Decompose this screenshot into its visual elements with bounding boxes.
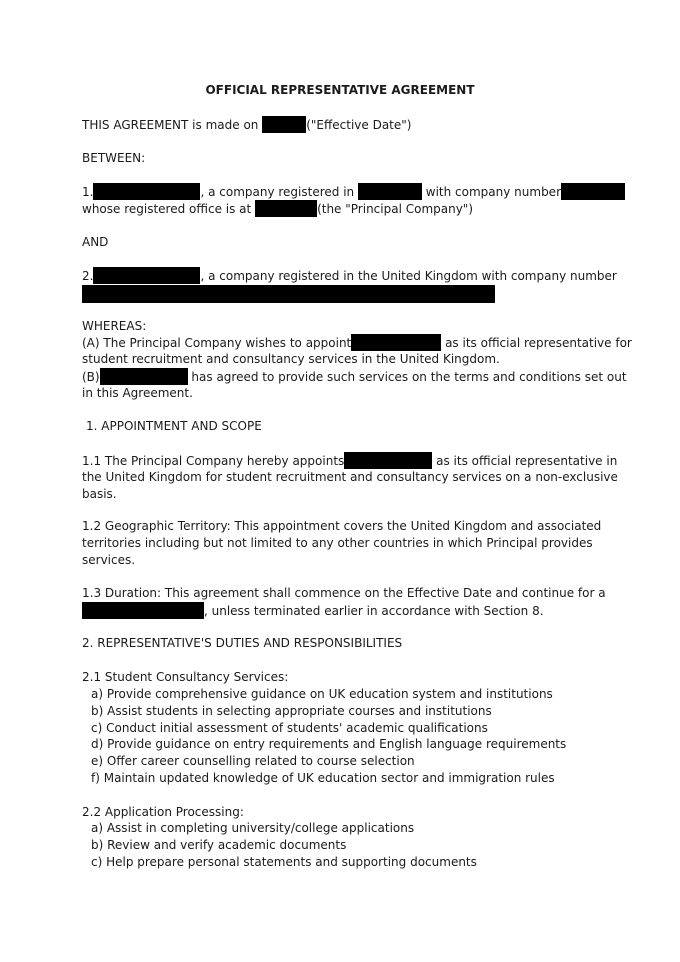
clause-1-1-line2: the United Kingdom for student recruitment and consultancy services on a non-exclusive xyxy=(82,470,618,484)
clause-1-2-line2: territories including but not limited to any other countries in which Principal provides xyxy=(82,536,593,550)
redaction-box xyxy=(561,183,625,200)
redaction-box xyxy=(82,602,204,619)
party2-line1 xyxy=(82,267,617,284)
redaction-box xyxy=(93,267,200,284)
redaction-box xyxy=(255,200,317,217)
clause-1-3-line1: 1.3 Duration: This agreement shall commence on the Effective Date and continue for a xyxy=(82,586,606,600)
whereas-heading: WHEREAS: xyxy=(82,319,147,333)
redaction-box xyxy=(262,116,306,133)
party1-text3: whose registered office is at xyxy=(82,202,256,216)
list-item: a) Assist in completing university/college applications xyxy=(91,821,415,835)
redaction-box xyxy=(82,285,495,303)
list-item: c) Help prepare personal statements and supporting documents xyxy=(91,855,477,869)
clause-1-2-line1: 1.2 Geographic Territory: This appointment covers the United Kingdom and associated xyxy=(82,519,602,533)
list-item: f) Maintain updated knowledge of UK education sector and immigration rules xyxy=(91,771,555,785)
whereas-b-line1 xyxy=(82,368,627,385)
whereas-b-line2: in this Agreement. xyxy=(82,386,193,400)
clause-1-3-line2 xyxy=(82,602,544,619)
list-item: b) Assist students in selecting appropriate courses and institutions xyxy=(91,704,492,718)
party1-text4: (the "Principal Company") xyxy=(317,202,474,216)
clause-1-1-text1: 1.1 The Principal Company hereby appoints xyxy=(82,454,345,468)
redaction-box xyxy=(358,183,422,200)
and-label: AND xyxy=(82,235,109,249)
whereas-a-line2: student recruitment and consultancy services in the United Kingdom. xyxy=(82,352,500,366)
intro-prefix: THIS AGREEMENT is made on xyxy=(82,118,263,132)
party2-text1: , a company registered in the United Kingdom with company number xyxy=(200,269,617,283)
clause-2-1-heading: 2.1 Student Consultancy Services: xyxy=(82,670,289,684)
clause-1-2-line3: services. xyxy=(82,553,136,567)
whereas-a-text1: (A) The Principal Company wishes to appoint xyxy=(82,336,352,350)
intro-suffix: ("Effective Date") xyxy=(306,118,412,132)
party1-line1 xyxy=(82,183,625,200)
clause-1-3-text2: , unless terminated earlier in accordance with Section 8. xyxy=(204,604,544,618)
list-item: e) Offer career counselling related to course selection xyxy=(91,754,415,768)
party1-text1: , a company registered in xyxy=(200,185,358,199)
intro-line xyxy=(82,116,411,133)
whereas-b-text1: (B) xyxy=(82,370,100,384)
party1-number: 1. xyxy=(82,185,94,199)
list-item: b) Review and verify academic documents xyxy=(91,838,347,852)
between-label: BETWEEN: xyxy=(82,151,146,165)
whereas-a-line1 xyxy=(82,334,632,351)
clause-2-2-heading: 2.2 Application Processing: xyxy=(82,805,244,819)
clause-1-1-line3: basis. xyxy=(82,487,117,501)
party1-line2 xyxy=(82,200,473,217)
whereas-a-text2: as its official representative for xyxy=(441,336,632,350)
document-title: OFFICIAL REPRESENTATIVE AGREEMENT xyxy=(205,83,475,97)
party2-number: 2. xyxy=(82,269,94,283)
redaction-box xyxy=(93,183,200,200)
section1-heading: 1. APPOINTMENT AND SCOPE xyxy=(86,419,262,433)
clause-1-1-text2: as its official representative in xyxy=(432,454,618,468)
list-item: c) Conduct initial assessment of students' academic qualifications xyxy=(91,721,488,735)
whereas-b-text2: has agreed to provide such services on the terms and conditions set out xyxy=(187,370,627,384)
list-item: a) Provide comprehensive guidance on UK education system and institutions xyxy=(91,687,553,701)
redaction-box xyxy=(344,452,432,469)
redaction-box xyxy=(351,334,441,351)
redaction-box xyxy=(100,368,188,385)
party1-text2: with company number xyxy=(421,185,561,199)
clause-1-1-line1 xyxy=(82,452,617,469)
section2-heading: 2. REPRESENTATIVE'S DUTIES AND RESPONSIBILITIES xyxy=(82,636,403,650)
list-item: d) Provide guidance on entry requirements and English language requirements xyxy=(91,737,567,751)
